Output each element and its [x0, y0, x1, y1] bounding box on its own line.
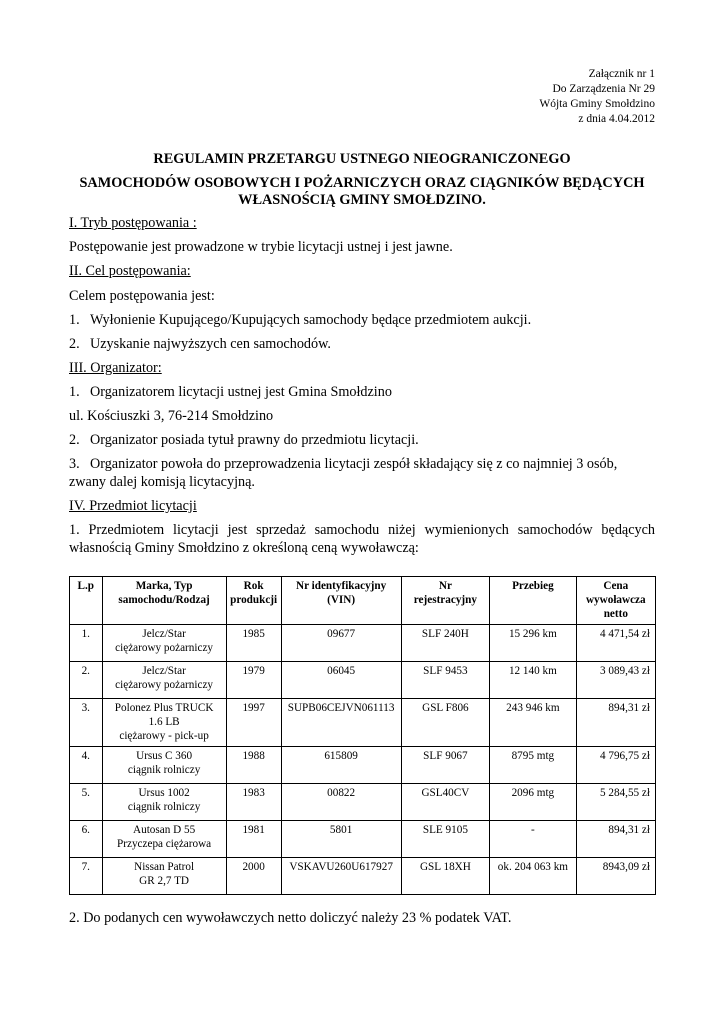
cell-vin: 5801 — [281, 821, 401, 858]
header-vin: Nr identyfikacyjny (VIN) — [281, 577, 401, 625]
cell-make: Jelcz/Star ciężarowy pożarniczy — [102, 662, 226, 699]
cell-lp: 1. — [70, 625, 103, 662]
organizer-item-number: 3. — [69, 456, 80, 472]
cell-make: Ursus C 360 ciągnik rolniczy — [102, 747, 226, 784]
cell-mileage: 15 296 km — [490, 625, 576, 662]
cell-price: 4 796,75 zł — [576, 747, 655, 784]
cell-year: 1979 — [226, 662, 281, 699]
cell-vin: 06045 — [281, 662, 401, 699]
table-row — [70, 858, 656, 895]
cell-mileage: - — [490, 821, 576, 858]
cell-make: Polonez Plus TRUCK 1.6 LB ciężarowy - pick-up — [102, 699, 226, 747]
cell-registration: SLE 9105 — [401, 821, 490, 858]
document-subtitle — [69, 175, 655, 209]
cell-year: 1988 — [226, 747, 281, 784]
header-price: Cena wywoławcza netto — [576, 577, 655, 625]
annex-reference — [539, 67, 655, 127]
section-heading-goal: II. Cel postępowania: — [69, 263, 191, 279]
organizer-item — [69, 431, 655, 449]
section-heading-procedure: I. Tryb postępowania : — [69, 215, 197, 231]
cell-price: 5 284,55 zł — [576, 784, 655, 821]
cell-mileage: 243 946 km — [490, 699, 576, 747]
subtitle-line: SAMOCHODÓW OSOBOWYCH I POŻARNICZYCH ORAZ CIĄGNIKÓW BĘDĄCYCH — [79, 175, 645, 191]
goal-item-number: 2. — [69, 336, 80, 352]
cell-mileage: 8795 mtg — [490, 747, 576, 784]
subject-paragraph-line: 1. Przedmiotem licytacji jest sprzedaż samochodu niżej wymienionych samochodów będących — [69, 522, 655, 538]
organizer-item — [69, 383, 655, 401]
procedure-text: Postępowanie jest prowadzone w trybie licytacji ustnej i jest jawne. — [69, 239, 453, 255]
cell-year: 1981 — [226, 821, 281, 858]
cell-lp: 2. — [70, 662, 103, 699]
organizer-item-text: Organizatorem licytacji ustnej jest Gmina Smołdzino — [90, 384, 392, 400]
cell-year: 2000 — [226, 858, 281, 895]
organizer-item-text: Organizator posiada tytuł prawny do przedmiotu licytacji. — [90, 432, 419, 448]
cell-make: Jelcz/Star ciężarowy pożarniczy — [102, 625, 226, 662]
vat-note: 2. Do podanych cen wywoławczych netto doliczyć należy 23 % podatek VAT. — [69, 910, 512, 926]
cell-registration: GSL F806 — [401, 699, 490, 747]
goal-item — [69, 311, 655, 329]
cell-lp: 6. — [70, 821, 103, 858]
organizer-item — [69, 455, 655, 473]
section-heading-organizer: III. Organizator: — [69, 360, 162, 376]
table-row — [70, 662, 656, 699]
cell-lp: 3. — [70, 699, 103, 747]
table-row — [70, 747, 656, 784]
cell-lp: 4. — [70, 747, 103, 784]
subject-paragraph-line: własnością Gminy Smołdzino z określoną ceną wywoławczą: — [69, 540, 419, 556]
cell-year: 1983 — [226, 784, 281, 821]
goal-item — [69, 335, 655, 353]
organizer-item-number: 1. — [69, 384, 80, 400]
table-row — [70, 625, 656, 662]
annex-line: Do Zarządzenia Nr 29 — [552, 83, 655, 95]
cell-year: 1985 — [226, 625, 281, 662]
header-lp: L.p — [70, 577, 103, 625]
cell-mileage: ok. 204 063 km — [490, 858, 576, 895]
cell-price: 894,31 zł — [576, 821, 655, 858]
cell-price: 8943,09 zł — [576, 858, 655, 895]
cell-vin: 00822 — [281, 784, 401, 821]
document-title: REGULAMIN PRZETARGU USTNEGO NIEOGRANICZONEGO — [153, 151, 571, 167]
cell-make: Nissan Patrol GR 2,7 TD — [102, 858, 226, 895]
goal-item-number: 1. — [69, 312, 80, 328]
goal-item-text: Wyłonienie Kupującego/Kupujących samochody będące przedmiotem aukcji. — [90, 312, 532, 328]
cell-vin: 09677 — [281, 625, 401, 662]
annex-date: z dnia 4.04.2012 — [578, 113, 655, 125]
table-row — [70, 821, 656, 858]
cell-registration: SLF 9453 — [401, 662, 490, 699]
goal-intro: Celem postępowania jest: — [69, 288, 215, 304]
cell-registration: GSL40CV — [401, 784, 490, 821]
header-year: Rok produkcji — [226, 577, 281, 625]
cell-mileage: 2096 mtg — [490, 784, 576, 821]
cell-make: Ursus 1002 ciągnik rolniczy — [102, 784, 226, 821]
cell-lp: 5. — [70, 784, 103, 821]
vehicles-table — [69, 576, 656, 895]
organizer-item-continuation: zwany dalej komisją licytacyjną. — [69, 474, 255, 490]
organizer-item-text: Organizator powoła do przeprowadzenia licytacji zespół składający się z co najmniej 3 osób, — [90, 456, 618, 472]
subtitle-line: WŁASNOŚCIĄ GMINY SMOŁDZINO. — [238, 192, 486, 208]
cell-vin: VSKAVU260U617927 — [281, 858, 401, 895]
cell-price: 894,31 zł — [576, 699, 655, 747]
goal-item-text: Uzyskanie najwyższych cen samochodów. — [90, 336, 331, 352]
cell-price: 3 089,43 zł — [576, 662, 655, 699]
header-registration: Nr rejestracyjny — [401, 577, 490, 625]
organizer-item-number: 2. — [69, 432, 80, 448]
annex-line: Załącznik nr 1 — [588, 68, 655, 80]
cell-registration: SLF 9067 — [401, 747, 490, 784]
table-header-row — [70, 577, 656, 625]
cell-vin: 615809 — [281, 747, 401, 784]
section-heading-subject: IV. Przedmiot licytacji — [69, 498, 197, 514]
header-mileage: Przebieg — [490, 577, 576, 625]
cell-vin: SUPB06CEJVN061113 — [281, 699, 401, 747]
cell-lp: 7. — [70, 858, 103, 895]
table-row — [70, 784, 656, 821]
cell-make: Autosan D 55 Przyczepa ciężarowa — [102, 821, 226, 858]
cell-price: 4 471,54 zł — [576, 625, 655, 662]
cell-year: 1997 — [226, 699, 281, 747]
cell-mileage: 12 140 km — [490, 662, 576, 699]
header-make: Marka, Typ samochodu/Rodzaj — [102, 577, 226, 625]
cell-registration: SLF 240H — [401, 625, 490, 662]
organizer-address: ul. Kościuszki 3, 76-214 Smołdzino — [69, 408, 274, 424]
annex-line: Wójta Gminy Smołdzino — [539, 98, 655, 110]
table-row — [70, 699, 656, 747]
cell-registration: GSL 18XH — [401, 858, 490, 895]
